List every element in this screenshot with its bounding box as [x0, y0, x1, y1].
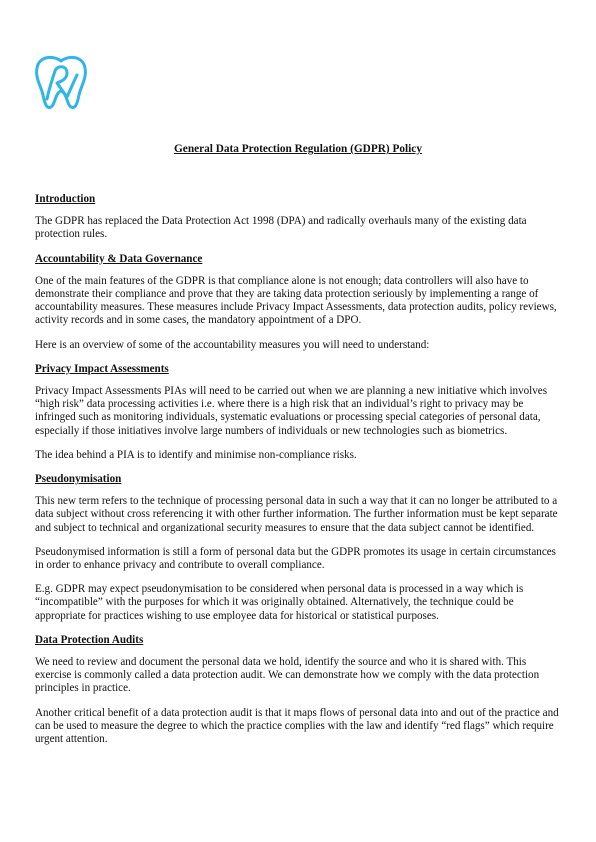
section-heading: Introduction	[35, 193, 96, 205]
document-section	[35, 473, 563, 623]
section-heading: Privacy Impact Assessments	[35, 362, 169, 375]
document-section	[35, 193, 563, 242]
tooth-logo-icon	[33, 53, 89, 111]
page-title: General Data Protection Regulation (GDPR) Policy	[174, 143, 422, 155]
paragraph: One of the main features of the GDPR is that compliance alone is not enough; data controllers will also have to demonstrate their compliance and prove that they are taking data protection seriously by implementing a range of accountability measures. These measures include Privacy Impact Assessments, data protection audits, policy reviews, activity records and in some cases, the mandatory appointment of a DPO.	[35, 274, 557, 327]
section-heading: Pseudonymisation	[35, 473, 122, 486]
document-section	[35, 253, 563, 352]
paragraph: E.g. GDPR may expect pseudonymisation to be considered when personal data is processed in a way which is “incompatible” with the purposes for which it was originally obtained. Alternatively, the technique could be appropriate for practices wishing to use employee data for historical or statistical purposes.	[35, 583, 524, 622]
paragraph: We need to review and document the personal data we hold, identify the source and who it is shared with. This exercise is commonly called a data protection audit. We can demonstrate how we comply with the data protection principles in practice.	[35, 656, 540, 695]
paragraph: The idea behind a PIA is to identify and minimise non-compliance risks.	[35, 448, 357, 461]
document-section	[35, 634, 563, 746]
paragraph: Pseudonymised information is still a form of personal data but the GDPR promotes its usage in certain circumstances in order to enhance privacy and contribute to overall compliance.	[35, 545, 556, 572]
section-heading: Accountability & Data Governance	[35, 252, 203, 265]
paragraph: This new term refers to the technique of processing personal data in such a way that it can no longer be attributed to a data subject without cross referencing it with other further information. The further information must be kept separate and subject to technical and organizational security measures to ensure that the data subject cannot be identified.	[35, 495, 558, 534]
paragraph: Privacy Impact Assessments PIAs will need to be carried out when we are planning a new initiative which involves “high risk” data processing activities i.e. where there is a high risk that an individual’s right to privacy may be infringed such as monitoring individuals, systematic evaluations or processing special categories of personal data, especially if those initiatives involve large numbers of individuals or new technologies such as biometrics.	[35, 385, 548, 437]
paragraph: Here is an overview of some of the accountability measures you will need to understand:	[35, 338, 430, 351]
paragraph: The GDPR has replaced the Data Protection Act 1998 (DPA) and radically overhauls many of the existing data protection rules.	[35, 215, 527, 241]
section-heading: Data Protection Audits	[35, 633, 144, 646]
document-body	[35, 193, 563, 757]
paragraph: Another critical benefit of a data protection audit is that it maps flows of personal data into and out of the practice and can be used to measure the degree to which the practice complies with the law and identify “red flags” which require urgent attention.	[35, 706, 559, 746]
document-section	[35, 363, 563, 462]
